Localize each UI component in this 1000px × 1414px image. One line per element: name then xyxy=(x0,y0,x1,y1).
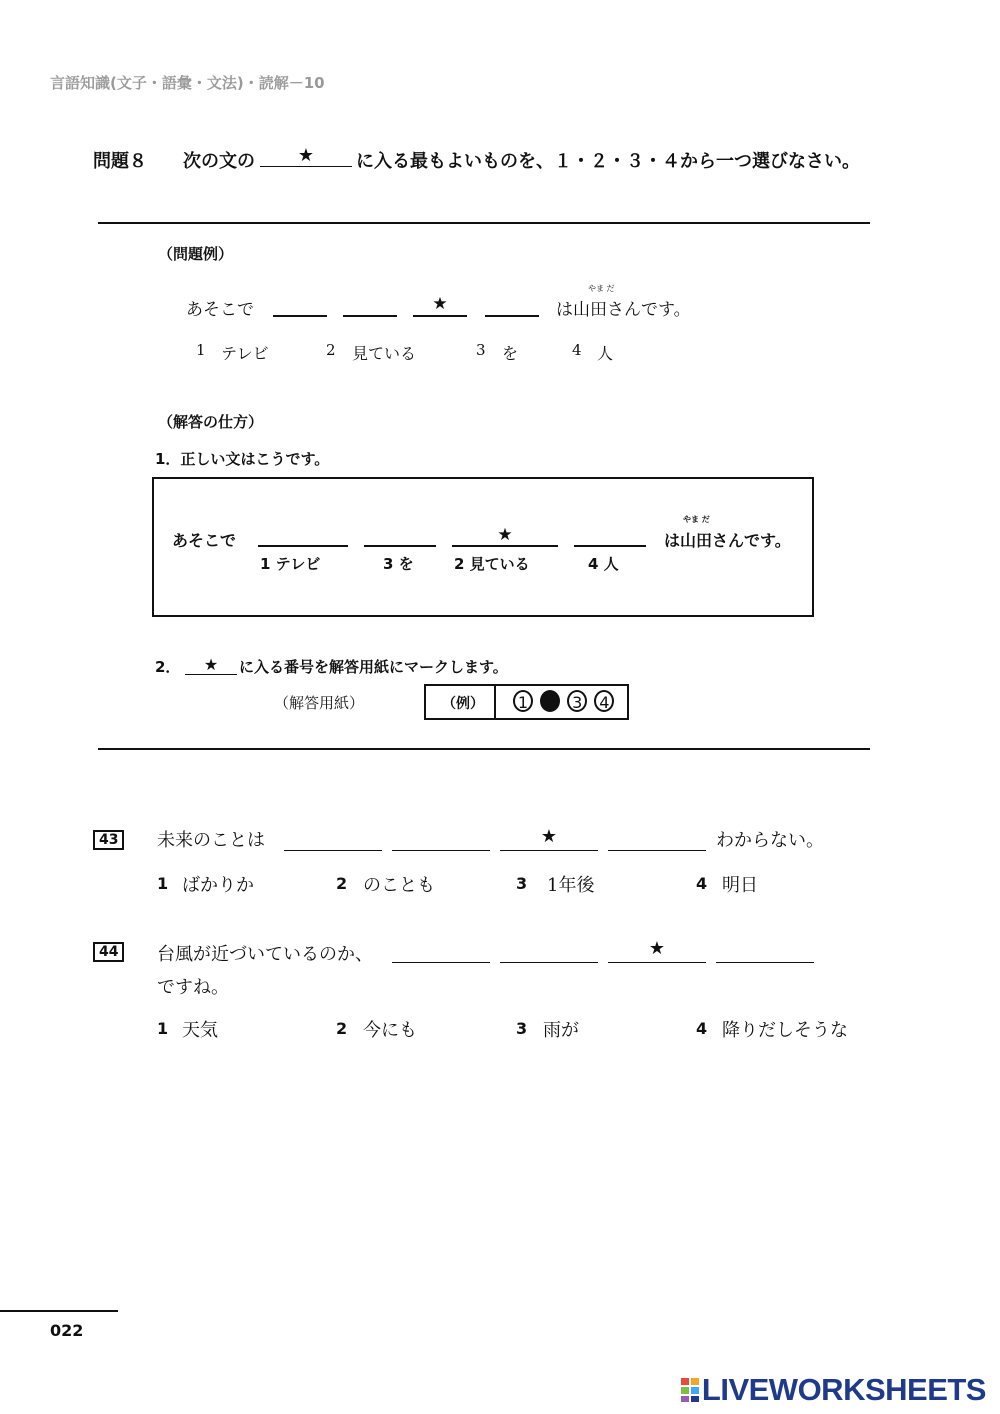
problem-label: 問題８ xyxy=(93,151,147,172)
example-blank-2 xyxy=(343,297,397,317)
question-43-blank-1[interactable] xyxy=(284,850,382,851)
box-sentence-end: は山田さんです。 xyxy=(664,531,791,550)
q43-option-1-num: 1 xyxy=(157,874,169,893)
q44-option-2-text[interactable]: 今にも xyxy=(363,1020,417,1041)
instruction-text-after: に入る最もよいものを、１・２・３・４から一つ選びなさい。 xyxy=(356,151,860,172)
example-option-1-num: 1 xyxy=(196,341,206,359)
question-43-blank-4[interactable] xyxy=(608,850,706,851)
q43-option-4-text[interactable]: 明日 xyxy=(722,875,758,896)
q43-option-4-num: 4 xyxy=(696,874,708,893)
question-number-44: 44 xyxy=(93,942,124,962)
example-blank-1 xyxy=(273,297,327,317)
question-43-prefix: 未来のことは xyxy=(157,830,265,851)
q43-option-3-text[interactable]: 1年後 xyxy=(547,875,595,896)
answer-bubbles xyxy=(512,690,615,712)
question-43-suffix: わからない。 xyxy=(716,830,824,851)
section-title: 言語知識(文子・語彙・文法)・読解－10 xyxy=(50,74,325,92)
q43-option-2-num: 2 xyxy=(336,874,348,893)
liveworksheets-badge-icon xyxy=(681,1378,699,1402)
answer-bubble-1[interactable]: 1 xyxy=(513,690,533,712)
howto-step1: 1．正しい文はこうです。 xyxy=(155,450,330,468)
box-sentence-start: あそこで xyxy=(172,531,237,550)
q44-option-4-text[interactable]: 降りだしそうな xyxy=(722,1020,848,1041)
question-44-blank-4[interactable] xyxy=(716,962,814,963)
question-44-blank-2[interactable] xyxy=(500,962,598,963)
example-option-4-num: 4 xyxy=(572,341,582,359)
answer-bubble-4[interactable]: 4 xyxy=(594,690,614,712)
example-furigana: やま だ xyxy=(588,284,615,293)
divider-bottom xyxy=(98,748,870,750)
question-44-blank-1[interactable] xyxy=(392,962,490,963)
answer-bubble-3[interactable]: 3 xyxy=(567,690,587,712)
question-43-blank-star[interactable]: ★ xyxy=(500,826,598,851)
question-number-43: 43 xyxy=(93,830,124,850)
liveworksheets-logo xyxy=(681,1372,986,1408)
howto-step2-prefix: 2． xyxy=(155,658,181,676)
howto-step2-star: ★ xyxy=(185,655,237,675)
question-44-blank-star[interactable]: ★ xyxy=(608,938,706,963)
example-heading: （問題例） xyxy=(158,245,234,263)
instruction-star-blank: ★ xyxy=(260,145,352,167)
question-44-prefix: 台風が近づいているのか、 xyxy=(157,944,373,965)
howto-heading: （解答の仕方） xyxy=(158,413,264,431)
q44-option-1-num: 1 xyxy=(157,1019,169,1038)
example-option-4-text: 人 xyxy=(597,344,614,363)
example-blank-star: ★ xyxy=(413,294,467,317)
box-blank-3-label: 2 見ている xyxy=(454,555,530,573)
liveworksheets-wordmark: LIVEWORKSHEETS xyxy=(701,1372,986,1407)
q44-option-3-num: 3 xyxy=(516,1019,528,1038)
answer-sheet-label: （解答用紙） xyxy=(274,694,365,712)
q44-option-3-text[interactable]: 雨が xyxy=(543,1020,579,1041)
divider-top xyxy=(98,222,870,224)
q43-option-1-text[interactable]: ばかりか xyxy=(182,875,254,896)
question-44-suffix: ですね。 xyxy=(157,977,229,998)
example-option-3-text: を xyxy=(502,344,519,363)
example-sentence-end: は山田さんです。 xyxy=(556,300,691,320)
box-furigana: やま だ xyxy=(683,515,710,524)
question-43-blank-2[interactable] xyxy=(392,850,490,851)
q43-option-3-num: 3 xyxy=(516,874,528,893)
example-option-2-text: 見ている xyxy=(352,344,417,363)
example-blank-4 xyxy=(485,297,539,317)
footer-rule xyxy=(0,1310,118,1312)
answer-bubble-2-filled[interactable]: 2 xyxy=(540,690,560,712)
q44-option-1-text[interactable]: 天気 xyxy=(182,1020,218,1041)
box-blank-2-line xyxy=(364,545,436,547)
box-blank-4-line xyxy=(574,545,646,547)
box-blank-1-label: 1 テレビ xyxy=(260,555,321,573)
howto-step2-text: に入る番号を解答用紙にマークします。 xyxy=(239,658,508,676)
box-blank-1-line xyxy=(258,545,348,547)
answer-sheet-example: （例） xyxy=(442,696,484,712)
q43-option-2-text[interactable]: のことも xyxy=(363,875,435,896)
q44-option-4-num: 4 xyxy=(696,1019,708,1038)
example-option-3-num: 3 xyxy=(476,341,486,359)
example-sentence-start: あそこで xyxy=(186,300,254,320)
example-option-2-num: 2 xyxy=(326,341,336,359)
box-blank-star: ★ xyxy=(452,525,558,547)
page-number: 022 xyxy=(50,1321,84,1340)
instruction-text-before: 次の文の xyxy=(183,151,255,172)
q44-option-2-num: 2 xyxy=(336,1019,348,1038)
answer-sheet-divider xyxy=(494,684,496,720)
example-option-1-text: テレビ xyxy=(221,344,269,363)
box-blank-2-label: 3 を xyxy=(383,555,414,573)
box-blank-4-label: 4 人 xyxy=(588,555,619,573)
